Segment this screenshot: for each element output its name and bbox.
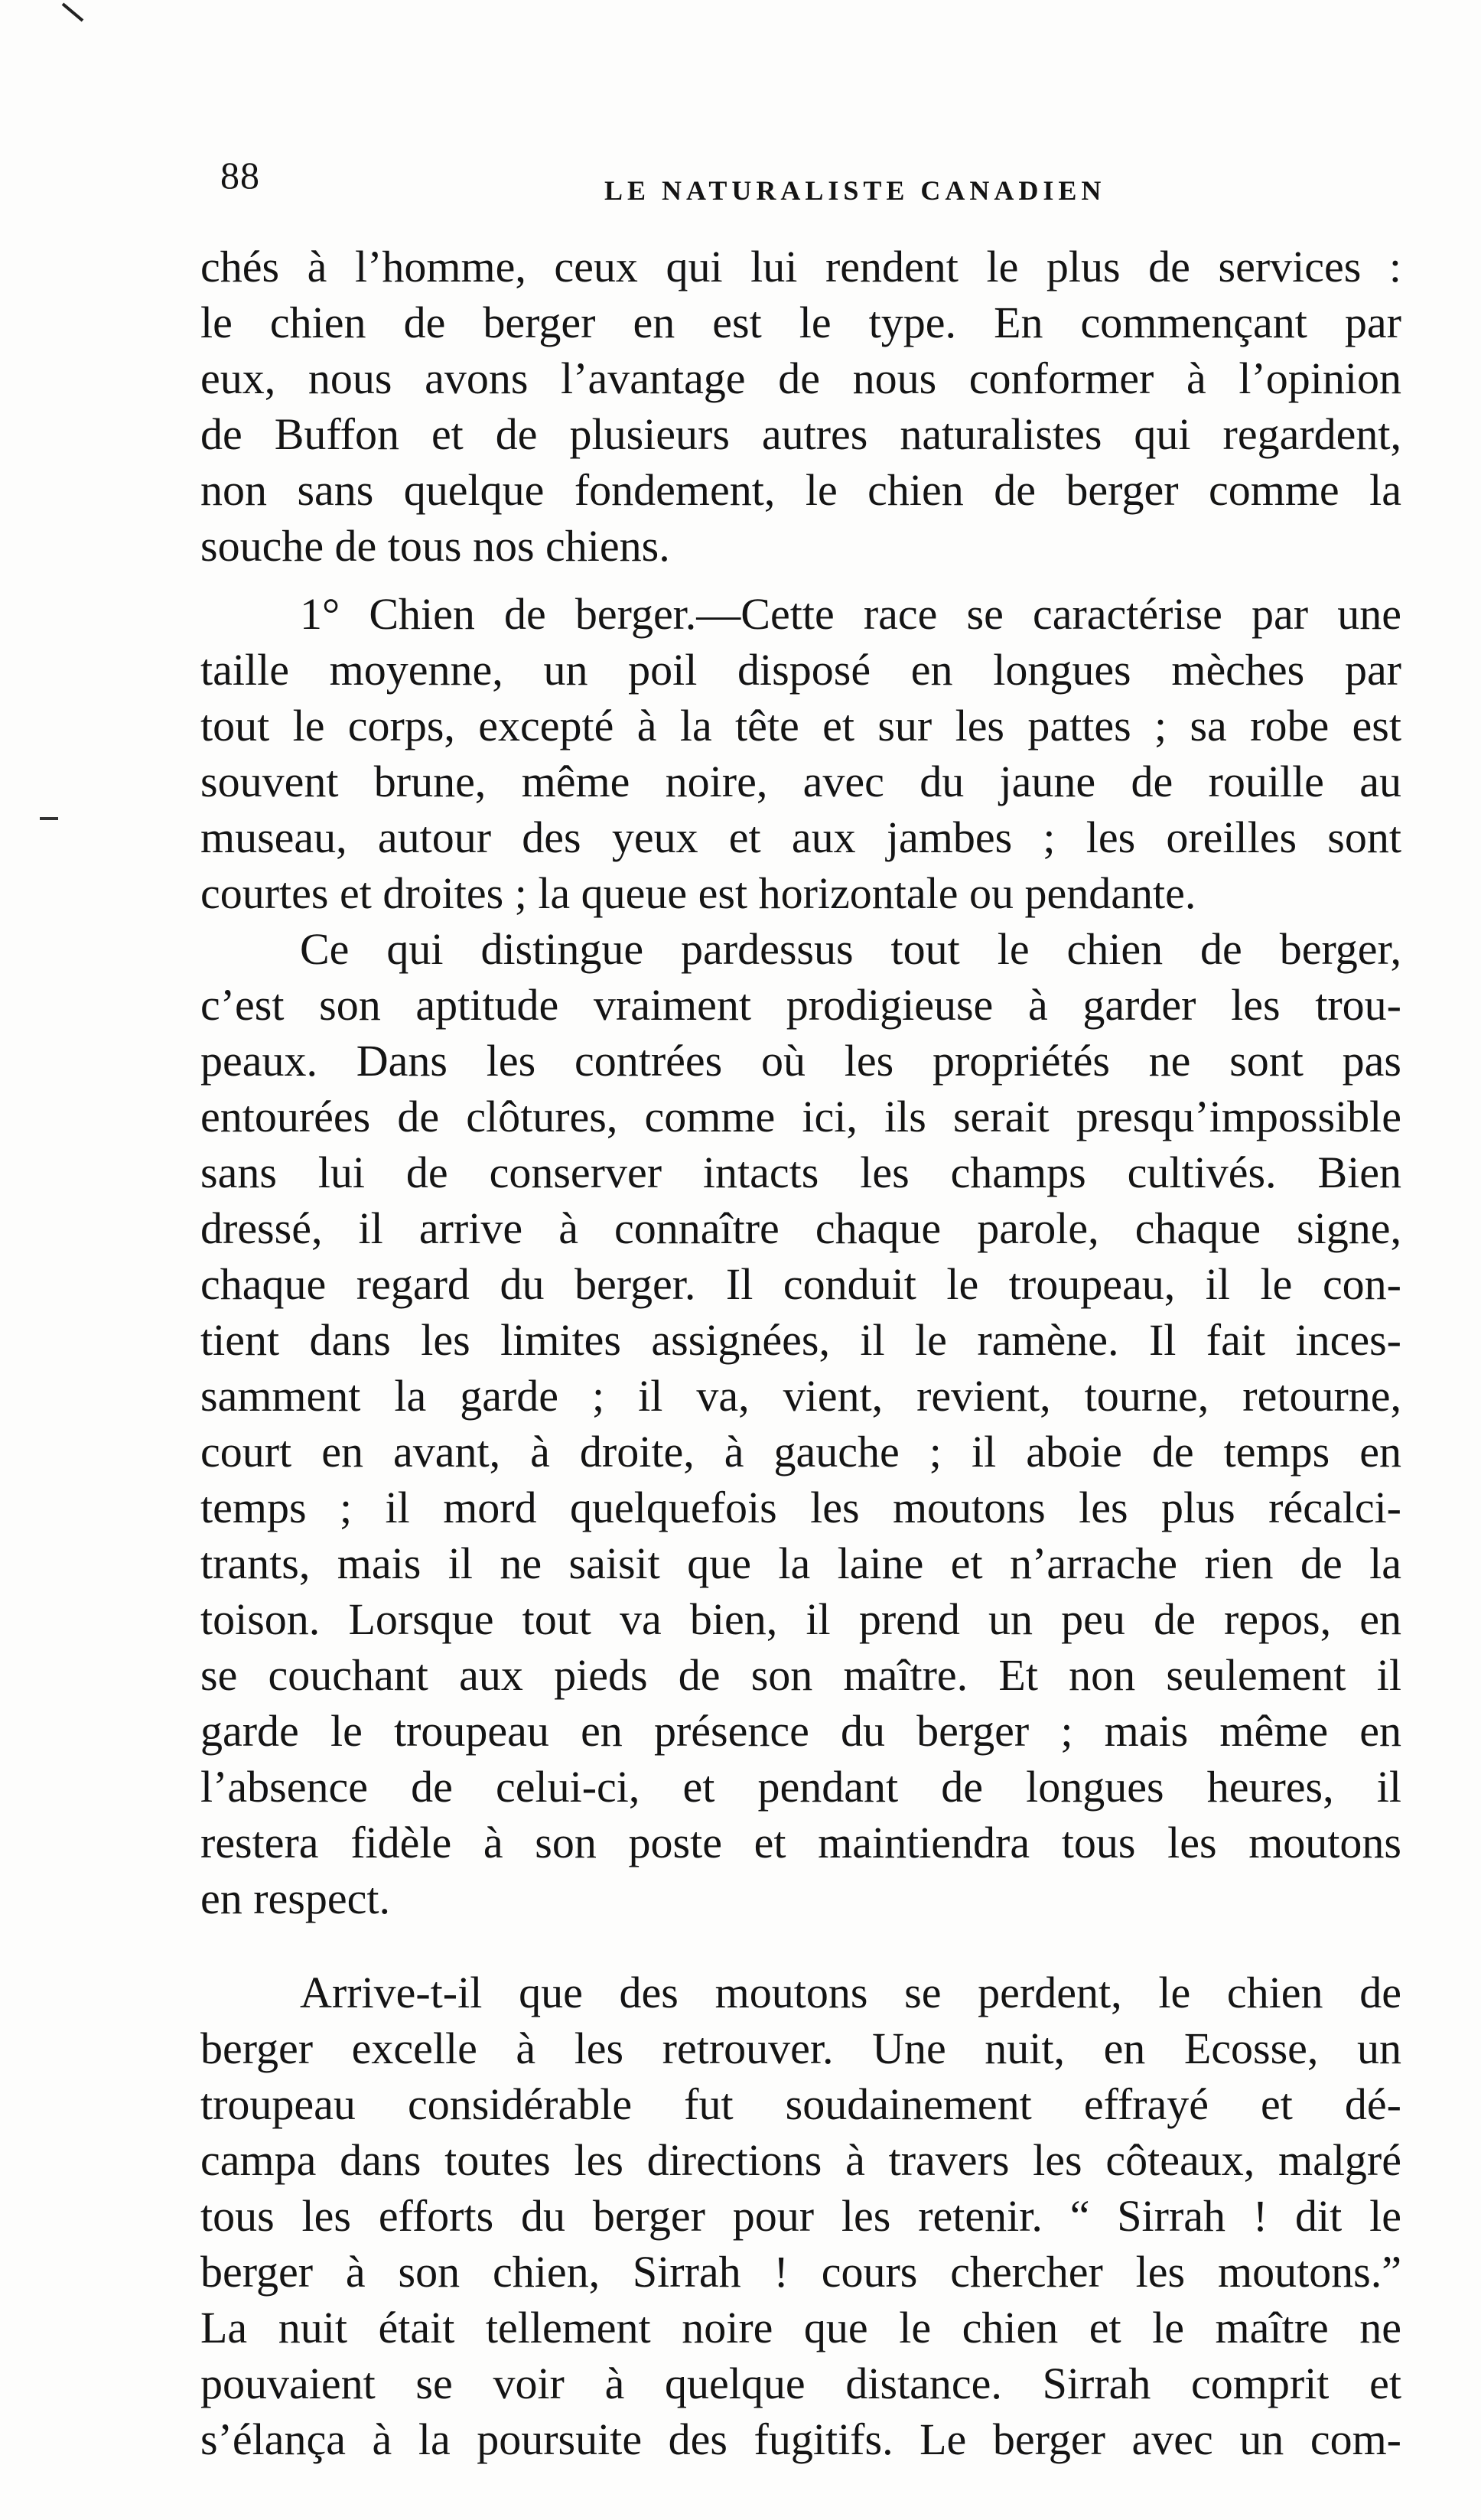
text-line: pouvaient se voir à quelque distance. Sirrah comprit et [200,2359,1401,2408]
text-line: souche de tous nos chiens. [200,521,670,571]
text-line: Ce qui distingue pardessus tout le chien de berger, [300,924,1401,974]
text-line: museau, autour des yeux et aux jambes ; les oreilles sont [200,812,1401,862]
text-line: trants, mais il ne saisit que la laine et n’arrache rien de la [200,1538,1401,1588]
text-line: se couchant aux pieds de son maître. Et non seulement il [200,1650,1401,1700]
paragraph [200,921,1401,1926]
text-line: berger excelle à les retrouver. Une nuit, en Ecosse, un [200,2023,1401,2073]
text-line: Arrive-t-il que des moutons se perdent, le chien de [300,1968,1401,2017]
paragraph [200,1965,1401,2467]
paragraph [200,239,1401,574]
text-line: c’est son aptitude vraiment prodigieuse à garder les trou- [200,980,1401,1030]
text-line: de Buffon et de plusieurs autres naturalistes qui regardent, [200,409,1401,459]
text-line: court en avant, à droite, à gauche ; il aboie de temps en [200,1427,1401,1477]
body-text [200,239,1401,2467]
text-line: souvent brune, même noire, avec du jaune de rouille au [200,757,1401,806]
text-line: troupeau considérable fut soudainement effrayé et dé- [200,2079,1401,2129]
text-line: courtes et droites ; la queue est horizontale ou pendante. [200,868,1196,918]
text-line: s’élança à la poursuite des fugitifs. Le berger avec un com- [200,2414,1401,2464]
paragraph [200,586,1401,921]
text-line: temps ; il mord quelquefois les moutons les plus récalci- [200,1483,1401,1532]
text-line: restera fidèle à son poste et maintiendra tous les moutons [200,1818,1401,1867]
text-line: 1° Chien de berger.—Cette race se caractérise par une [300,589,1401,639]
text-line: chaque regard du berger. Il conduit le troupeau, il le con- [200,1259,1401,1309]
text-line: tient dans les limites assignées, il le ramène. Il fait inces- [200,1315,1401,1365]
text-line: garde le troupeau en présence du berger ; mais même en [200,1706,1401,1756]
text-line: sans lui de conserver intacts les champs cultivés. Bien [200,1148,1401,1197]
text-line: chés à l’homme, ceux qui lui rendent le plus de services : [200,242,1401,291]
text-line: taille moyenne, un poil disposé en longues mèches par [200,645,1401,695]
text-line: campa dans toutes les directions à travers les côteaux, malgré [200,2135,1401,2185]
text-line: l’absence de celui-ci, et pendant de longues heures, il [200,1762,1401,1812]
text-line: La nuit était tellement noire que le chien et le maître ne [200,2303,1401,2352]
text-line: dressé, il arrive à connaître chaque parole, chaque signe, [200,1203,1401,1253]
text-line: samment la garde ; il va, vient, revient, tourne, retourne, [200,1371,1401,1421]
scan-mark [62,3,84,22]
text-line: tous les efforts du berger pour les retenir. “ Sirrah ! dit le [200,2191,1401,2241]
text-line: peaux. Dans les contrées où les propriétés ne sont pas [200,1036,1401,1086]
text-line: eux, nous avons l’avantage de nous conformer à l’opinion [200,353,1401,403]
text-line: tout le corps, excepté à la tête et sur les pattes ; sa robe est [200,701,1401,750]
text-line: le chien de berger en est le type. En commençant par [200,298,1401,347]
margin-mark [40,817,58,820]
text-line: entourées de clôtures, comme ici, ils serait presqu’impossible [200,1092,1401,1141]
text-line: berger à son chien, Sirrah ! cours chercher les moutons.” [200,2247,1401,2297]
text-line: non sans quelque fondement, le chien de berger comme la [200,465,1401,515]
text-line: en respect. [200,1874,390,1923]
running-title: LE NATURALISTE CANADIEN [604,175,1106,206]
text-line: toison. Lorsque tout va bien, il prend un peu de repos, en [200,1594,1401,1644]
page-number: 88 [220,154,260,197]
